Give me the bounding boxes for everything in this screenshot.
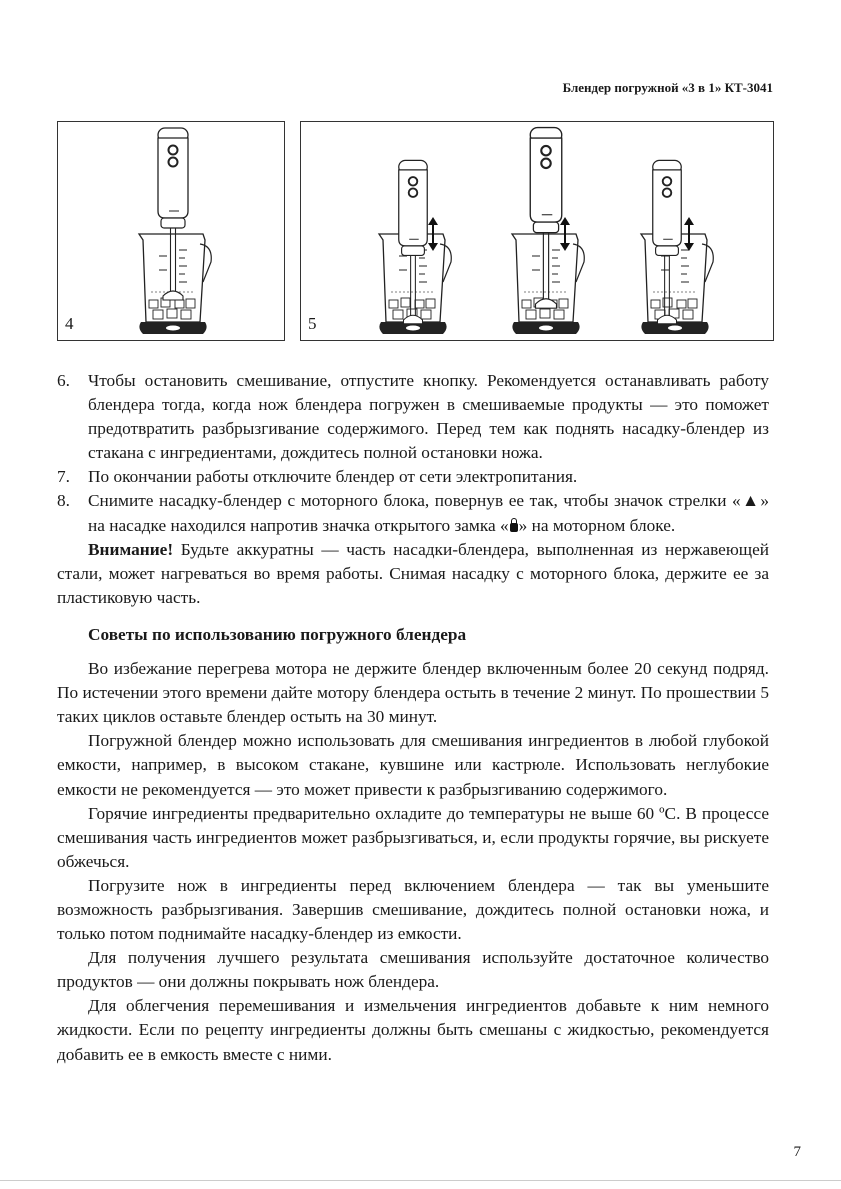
paragraph: Погрузите нож в ингредиенты перед включением блендера — так вы уменьшите возможность разбрызгивания. Завершив смешивание, дождитесь полной остановки ножа, и только потом поднимайте насадку-блендер из емкости. — [57, 875, 769, 944]
paragraph: Погружной блендер можно использовать для смешивания ингредиентов в любой глубокой емкости, например, в высоком стакане, кувшине или кастрюле. Использовать неглубокие емкости не рекомендуется — это может привести к разбрызгиванию содержимого. — [57, 731, 769, 799]
list-item-text: Снимите насадку-блендер с моторного блока, повернув ее так, чтобы значок стрелки «▲» на насадке находился напротив значка открытого замка « — [88, 491, 769, 535]
paragraph: Для облегчения перемешивания и измельчения ингредиентов добавьте к ним немного жидкости. Если по рецепту ингредиенты должны быть смешаны с жидкостью, рекомендуется добавить ее в емкость вместе с ними. — [57, 996, 769, 1064]
figure-5 — [300, 121, 774, 341]
blender-in-beaker-icon — [301, 122, 773, 340]
warning-text: Будьте аккуратны — часть насадки-блендера, выполненная из нержавеющей стали, может нагреваться во время работы. Снимая насадку с моторного блока, держите ее за пластиковую часть. — [57, 539, 769, 607]
page-edge-divider — [0, 1180, 841, 1181]
body-text — [57, 369, 769, 1067]
figure-number: 4 — [65, 314, 74, 333]
steps-list — [57, 369, 769, 538]
paragraph: Горячие ингредиенты предварительно охладите до температуры не выше 60 ºC. В процессе смешивания часть ингредиентов может разбрызгиваться, и, если продукты горячие, вы рискуете обжечься. — [57, 803, 769, 871]
section-title: Советы по использованию погружного блендера — [88, 624, 467, 644]
paragraph: Для получения лучшего результата смешивания используйте достаточное количество продуктов — они должны покрывать нож блендера. — [57, 948, 769, 992]
figure-4 — [57, 121, 285, 341]
paragraph: Во избежание перегрева мотора не держите блендер включенным более 20 секунд подряд. По истечении этого времени дайте мотору блендера остыть в течение 2 минут. По прошествии 5 таких циклов оставьте блендер остыть на 30 минут. — [57, 659, 769, 727]
figure-number: 5 — [308, 314, 317, 333]
list-item — [57, 369, 769, 465]
list-item-text: По окончании работы отключите блендер от сети электропитания. — [88, 467, 578, 487]
list-item-number: 6. — [57, 371, 70, 390]
page-number: 7 — [793, 1144, 801, 1160]
blender-in-beaker-icon — [58, 122, 284, 340]
list-item — [57, 489, 769, 537]
warning-paragraph — [57, 538, 769, 610]
page-header: Блендер погружной «3 в 1» КТ-3041 — [562, 80, 773, 95]
list-item-text: » на моторном блоке. — [518, 515, 676, 535]
list-item-text: Чтобы остановить смешивание, отпустите кнопку. Рекомендуется останавливать работу блендера тогда, когда нож блендера погружен в смешиваемые продукты — это поможет предотвратить разбрызгивание содержимого. Перед тем как поднять насадку-блендер из стакана с ингредиентами, дождитесь полной остановки ножа. — [88, 371, 769, 463]
list-item-number: 8. — [57, 491, 70, 511]
warning-label: Внимание! — [88, 539, 174, 559]
list-item — [57, 465, 769, 489]
open-lock-icon — [510, 523, 518, 532]
list-item-number: 7. — [57, 467, 70, 487]
